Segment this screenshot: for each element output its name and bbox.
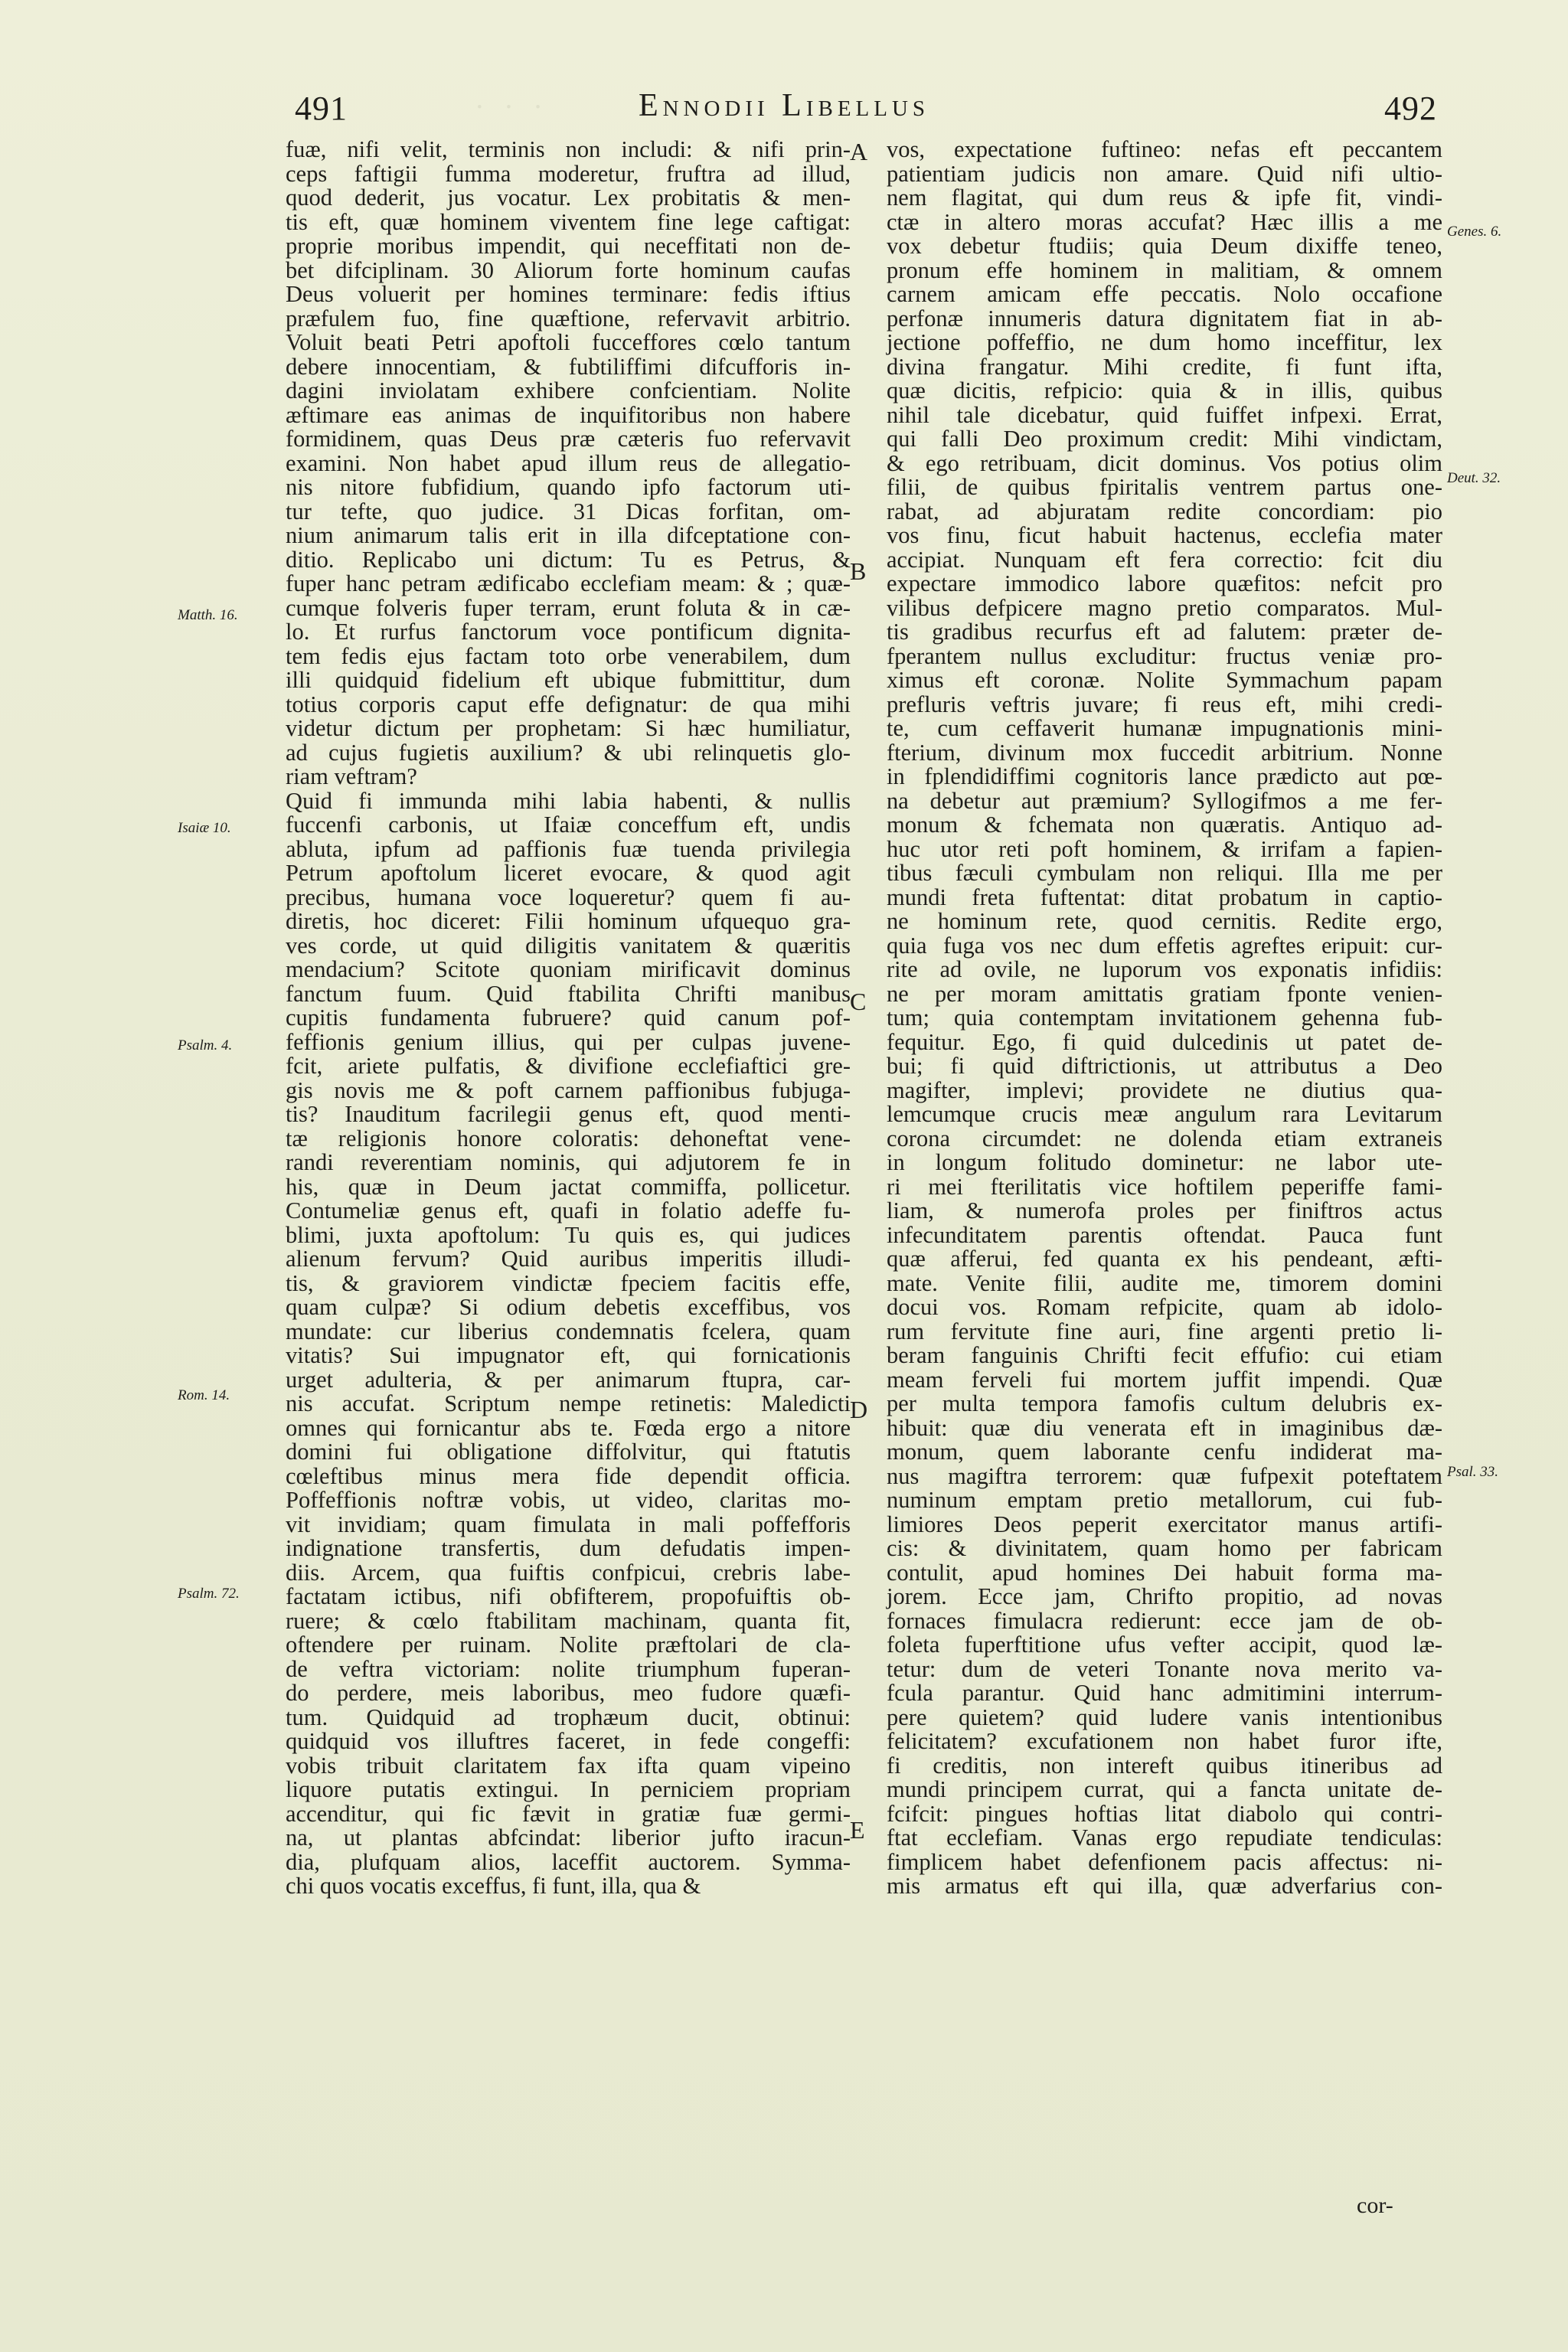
text-line: vox debetur ftudiis; quia Deum dixiffe teneo, — [887, 233, 1442, 259]
text-line: qui falli Deo proximum credit: Mihi vindictam, — [887, 426, 1442, 452]
text-line: te, cum ceffaverit humanæ impugnationis mini- — [887, 715, 1442, 741]
text-line: patientiam judicis non amare. Quid nifi ultio- — [887, 160, 1442, 187]
text-line: accenditur, qui fic fævit in gratiæ fuæ germi- — [286, 1800, 851, 1827]
text-line: feffionis genium illius, qui per culpas juvene- — [286, 1028, 851, 1055]
right-column — [887, 138, 1442, 1899]
text-line: diis. Arcem, qua fuiftis confpicui, crebris labe- — [286, 1559, 851, 1586]
section-letter: A — [850, 138, 868, 165]
text-line: tibus fæculi cymbulam non reliqui. Illa me per — [887, 860, 1442, 886]
text-line: docui vos. Romam refpicite, quam ab idolo- — [887, 1294, 1442, 1320]
text-line: totius corporis caput effe defignatur: de qua mihi — [286, 691, 851, 717]
running-header — [0, 86, 1568, 127]
text-line: ne hominum rete, quod cernitis. Redite ergo, — [887, 908, 1442, 934]
margin-reference: Psal. 33. — [1447, 1464, 1499, 1480]
margin-reference: Isaiæ 10. — [178, 820, 231, 836]
section-letter: C — [850, 988, 867, 1015]
text-line: lo. Et rurfus fanctorum voce pontificum dignita- — [286, 619, 851, 645]
text-line: nihil tale dicebatur, quid fuiffet infpexi. Errat, — [887, 401, 1442, 428]
section-letter: D — [850, 1396, 868, 1423]
text-line: tæ religionis honore coloratis: dehoneftat vene- — [286, 1125, 851, 1152]
text-line: quam culpæ? Si odium debetis exceffibus, vos — [286, 1294, 851, 1320]
text-line: fterium, divinum mox fuccedit arbitrium. Nonne — [887, 739, 1442, 766]
text-line: urget adulteria, & per animarum ftupra, car- — [286, 1366, 851, 1393]
text-line: tum. Quidquid ad trophæum ducit, obtinui: — [286, 1704, 851, 1730]
text-line: mate. Venite filii, audite me, timorem domini — [887, 1269, 1442, 1296]
text-line: fuæ, nifi velit, terminis non includi: & nifi prin- — [286, 136, 851, 162]
text-line: ruere; & cœlo ftabilitam machinam, quanta fit, — [286, 1607, 851, 1634]
text-line: ad cujus fugietis auxilium? & ubi relinquetis glo- — [286, 739, 851, 766]
text-line: fi creditis, non intereft quibus itineribus ad — [887, 1752, 1442, 1779]
text-line: in fplendidiffimi cognitoris lance prædicto aut pœ- — [887, 763, 1442, 789]
text-line: filii, de quibus fpiritalis ventrem partus one- — [887, 474, 1442, 500]
text-line: fuper hanc petram ædificabo ecclefiam meam: & ; quæ- — [286, 570, 851, 596]
text-line: tis, & graviorem vindictæ fpeciem facitis effe, — [286, 1269, 851, 1296]
text-line: vitatis? Sui impugnator eft, qui fornicationis — [286, 1342, 851, 1368]
text-line: perfonæ innumeris datura dignitatem fiat in ab- — [887, 305, 1442, 332]
text-line: prefluris veftris juvare; fi reus eft, mihi credi- — [887, 691, 1442, 717]
text-line: Poffeffionis noftræ vobis, ut video, claritas mo- — [286, 1487, 851, 1513]
text-line: liam, & numerofa proles per finiftros actus — [887, 1197, 1442, 1223]
text-line: carnem amicam effe peccatis. Nolo occafione — [887, 281, 1442, 307]
text-line: huc utor reti poft hominem, & irrifam a fapien- — [887, 835, 1442, 862]
text-line: riam veftram? — [286, 763, 417, 789]
text-line: proprie moribus impendit, qui neceffitati non de- — [286, 233, 851, 259]
text-line: ne per moram amittatis gratiam fponte venien- — [887, 980, 1442, 1007]
text-line: examini. Non habet apud illum reus de allegatio- — [286, 449, 851, 476]
text-line: chi quos vocatis exceffus, fi funt, illa, qua & — [286, 1873, 701, 1899]
text-line: corona circumdet: ne dolenda etiam extraneis — [887, 1125, 1442, 1152]
text-line: accipiat. Nunquam eft fera correctio: fcit diu — [887, 546, 1442, 573]
text-line: jectione poffeffio, ne dum homo inceffitur, lex — [887, 329, 1442, 355]
text-line: fcit, ariete pulfatis, & divifione ecclefiaftici gre- — [286, 1053, 851, 1079]
text-line: abluta, ipfum ad paffionis fuæ tuenda privilegia — [286, 835, 851, 862]
text-line: liquore putatis extingui. In perniciem propriam — [286, 1776, 851, 1802]
text-line: his, quæ in Deum jactat commiffa, pollicetur. — [286, 1173, 851, 1200]
text-line: expectare immodico labore quæfitos: nefcit pro — [887, 570, 1442, 596]
text-line: bet difciplinam. 30 Aliorum forte hominum caufas — [286, 256, 851, 283]
text-line: mundi principem currat, qui a fancta unitate de- — [887, 1776, 1442, 1802]
text-line: magifter, implevi; providete ne diutius qua- — [887, 1076, 1442, 1103]
text-line: ri mei fterilitatis vice hoftilem peperiffe fami- — [887, 1173, 1442, 1200]
text-line: mendacium? Scitote quoniam mirificavit dominus — [286, 956, 851, 982]
text-line: præfulem fuo, fine quæftione, refervavit arbitrio. — [286, 305, 851, 332]
text-line: bui; fi quid diftrictionis, ut attributus a Deo — [887, 1053, 1442, 1079]
text-line: nis nitore fubfidium, quando ipfo factorum uti- — [286, 474, 851, 500]
text-line: na, ut plantas abfcindat: liberior jufto iracun- — [286, 1824, 851, 1851]
text-line: quia fuga vos nec dum effetis agreftes eripuit: cur- — [887, 932, 1442, 959]
text-line: tum; quia contemptam invitationem gehenna fub- — [887, 1004, 1442, 1031]
text-line: fperantem nullus excluditur: fructus veniæ pro- — [887, 642, 1442, 669]
text-line: alienum fervum? Quid auribus imperitis illudi- — [286, 1246, 851, 1272]
text-line: fuccenfi carbonis, ut Ifaiæ conceffum eft, undis — [286, 812, 851, 838]
text-line: fornaces fimulacra redierunt: ecce jam de ob- — [887, 1607, 1442, 1634]
text-line: fequitur. Ego, fi quid dulcedinis ut patet de- — [887, 1028, 1442, 1055]
text-line: ftat ecclefiam. Vanas ergo repudiate tendiculas: — [887, 1824, 1442, 1851]
text-line: mis armatus eft qui illa, quæ adverfarius con- — [887, 1873, 1442, 1899]
text-line: ceps faftigii fumma moderetur, fruftra ad illud, — [286, 160, 851, 187]
section-letter: E — [850, 1816, 865, 1844]
text-line: Voluit beati Petri apoftoli fucceffores cœlo tantum — [286, 329, 851, 355]
text-line: gis novis me & poft carnem paffionibus fubjuga- — [286, 1076, 851, 1103]
text-line: beram fanguinis Chrifti fecit effufio: cui etiam — [887, 1342, 1442, 1368]
left-column — [286, 138, 851, 1899]
text-line: nis accufat. Scriptum nempe retinetis: Maledicti — [286, 1390, 851, 1416]
text-line: quæ afferui, fed quanta ex his pendeant, æfti- — [887, 1246, 1442, 1272]
text-line: vit invidiam; quam fimulata in mali poffefforis — [286, 1511, 851, 1537]
text-line: monum, quem laborante cenfu indiderat ma- — [887, 1439, 1442, 1465]
text-line: quæ dicitis, refpicio: quia & in illis, quibus — [887, 377, 1442, 403]
text-line: tis eft, quæ hominem viventem fine lege caftigat: — [286, 208, 851, 235]
section-letter: B — [850, 557, 867, 585]
text-line: factatam ictibus, nifi obfifterem, propofuiftis ob- — [286, 1583, 851, 1609]
text-line: precibus, humana voce loqueretur? quem fi au- — [286, 884, 851, 910]
text-line: omnes qui fornicantur abs te. Fœda ergo a nitore — [286, 1414, 851, 1441]
text-line: tem fedis ejus factam toto orbe venerabilem, dum — [286, 642, 851, 669]
margin-reference: Psalm. 72. — [178, 1586, 240, 1602]
text-line: fcifcit: pingues hoftias litat diabolo qui contri- — [887, 1800, 1442, 1827]
text-line: rabat, ad abjuratam redite concordiam: pio — [887, 498, 1442, 524]
text-line: nium animarum talis erit in illa difceptatione con- — [286, 522, 851, 548]
text-line: æftimare eas animas de inquifitoribus non habere — [286, 401, 851, 428]
margin-reference: Rom. 14. — [178, 1387, 230, 1403]
text-line: indignatione transfertis, dum defudatis impen- — [286, 1535, 851, 1561]
text-line: monum & fchemata non quæratis. Antiquo ad- — [887, 812, 1442, 838]
text-line: videtur dictum per prophetam: Si hæc humiliatur, — [286, 715, 851, 741]
text-line: quod dederit, jus vocatur. Lex probitatis & men- — [286, 185, 851, 211]
text-line: cis: & divinitatem, quam homo per fabricam — [887, 1535, 1442, 1561]
text-line: domini fui obligatione diffolvitur, qui ftatutis — [286, 1439, 851, 1465]
text-line: Contumeliæ genus eft, quafi in folatio adeffe fu- — [286, 1197, 851, 1223]
text-line: nus magiftra terrorem: quæ fufpexit poteftatem — [887, 1462, 1442, 1489]
text-line: fcula parantur. Quid hanc admitimini interrum- — [887, 1680, 1442, 1706]
margin-reference: Matth. 16. — [178, 607, 238, 623]
text-line: tur tefte, quo judice. 31 Dicas forfitan, om- — [286, 498, 851, 524]
text-line: tis? Inauditum facrilegii genus eft, quod menti- — [286, 1101, 851, 1127]
margin-reference: Deut. 32. — [1447, 470, 1501, 486]
text-line: ximus eft coronæ. Nolite Symmachum papam — [887, 667, 1442, 693]
text-line: rum fervitute fine auri, fine argenti pretio li- — [887, 1318, 1442, 1344]
margin-reference: Psalm. 4. — [178, 1037, 233, 1054]
running-title: Ennodii Libellus — [638, 88, 930, 123]
text-line: cœleftibus minus mera fide dependit officia. — [286, 1462, 851, 1489]
text-line: debere innocentiam, & fubtiliffimi difcufforis in- — [286, 353, 851, 380]
margin-reference: Genes. 6. — [1447, 224, 1502, 240]
text-line: pere quietem? quid ludere vanis intentionibus — [887, 1704, 1442, 1730]
text-line: illi quidquid fidelium eft ubique fubmittitur, dum — [286, 667, 851, 693]
text-line: & ego retribuam, dicit dominus. Vos potius olim — [887, 449, 1442, 476]
text-line: ditio. Replicabo uni dictum: Tu es Petrus, & — [286, 546, 851, 573]
page-number-right: 492 — [1384, 90, 1437, 127]
text-line: vos, expectatione fuftineo: nefas eft peccantem — [887, 136, 1442, 162]
text-line: Petrum apoftolum liceret evocare, & quod agit — [286, 860, 851, 886]
bleed-through-text: · · · — [475, 91, 549, 123]
text-line: de veftra victoriam: nolite triumphum fuperan- — [286, 1655, 851, 1682]
text-line: cupitis fundamenta fubruere? quid canum pof- — [286, 1004, 851, 1031]
text-line: pronum effe hominem in malitiam, & omnem — [887, 256, 1442, 283]
text-line: mundi freta fuftentat: ditat probatum in captio- — [887, 884, 1442, 910]
text-line: limiores Deos peperit exercitator manus artifi- — [887, 1511, 1442, 1537]
text-line: dia, plufquam alios, laceffit auctorem. Symma- — [286, 1848, 851, 1875]
text-line: formidinem, quas Deus præ cæteris fuo refervavit — [286, 426, 851, 452]
text-line: dagini inviolatam exhibere confcientiam. Nolite — [286, 377, 851, 403]
text-line: per multa tempora famofis cultum delubris ex- — [887, 1390, 1442, 1416]
text-line: cumque folveris fuper terram, erunt foluta & in cæ- — [286, 594, 851, 621]
text-line: jorem. Ecce jam, Chrifto propitio, ad novas — [887, 1583, 1442, 1609]
text-line: Quid fi immunda mihi labia habenti, & nullis — [286, 787, 851, 814]
text-line: Deus voluerit per homines terminare: fedis iftius — [286, 281, 851, 307]
text-line: foleta fuperftitione ufus vefter accipit, quod læ- — [887, 1632, 1442, 1658]
text-line: diretis, hoc diceret: Filii hominum ufquequo gra- — [286, 908, 851, 934]
text-line: in longum folitudo dominetur: ne labor ute- — [887, 1149, 1442, 1175]
text-line: fimplicem habet defenfionem pacis affectus: ni- — [887, 1848, 1442, 1875]
text-line: vos finu, ficut habuit hactenus, ecclefia mater — [887, 522, 1442, 548]
text-line: blimi, juxta apoftolum: Tu quis es, qui judices — [286, 1221, 851, 1248]
text-line: ctæ in altero moras accufat? Hæc illis a me — [887, 208, 1442, 235]
text-line: felicitatem? excufationem non habet furor ifte, — [887, 1728, 1442, 1754]
text-line: vobis tribuit claritatem fax ifta quam vipeino — [286, 1752, 851, 1779]
text-line: do perdere, meis laboribus, meo fudore quæfi- — [286, 1680, 851, 1706]
text-line: contulit, apud homines Dei habuit forma ma- — [887, 1559, 1442, 1586]
text-line: tetur: dum de veteri Tonante nova merito va- — [887, 1655, 1442, 1682]
page-number-left: 491 — [295, 90, 348, 127]
text-line: divina frangatur. Mihi credite, fi funt ifta, — [887, 353, 1442, 380]
text-line: nem flagitat, qui dum reus & ipfe fit, vindi- — [887, 185, 1442, 211]
text-line: oftendere per ruinam. Nolite præftolari de cla- — [286, 1632, 851, 1658]
text-line: mundate: cur liberius condemnatis fcelera, quam — [286, 1318, 851, 1344]
text-line: rite ad ovile, ne luporum vos exponatis infidiis: — [887, 956, 1442, 982]
text-line: quidquid vos illuftres faceret, in fede congeffi: — [286, 1728, 851, 1754]
text-line: infecunditatem parentis oftendat. Pauca funt — [887, 1221, 1442, 1248]
text-line: fanctum fuum. Quid ftabilita Chrifti manibus — [286, 980, 851, 1007]
text-line: meam ferveli fui mortem juffit impendi. Quæ — [887, 1366, 1442, 1393]
text-line: numinum emptam pretio metallorum, cui fub- — [887, 1487, 1442, 1513]
text-line: vilibus defpicere magno pretio comparatos. Mul- — [887, 594, 1442, 621]
catchword: cor- — [1357, 2193, 1393, 2218]
text-line: randi reverentiam nominis, qui adjutorem fe in — [286, 1149, 851, 1175]
text-line: hibuit: quæ diu venerata eft in imaginibus dæ- — [887, 1414, 1442, 1441]
text-line: tis gradibus recurfus eft ad falutem: præter de- — [887, 619, 1442, 645]
text-line: ves corde, ut quid diligitis vanitatem & quæritis — [286, 932, 851, 959]
text-line: na debetur aut præmium? Syllogifmos a me fer- — [887, 787, 1442, 814]
text-line: lemcumque crucis meæ angulum rara Levitarum — [887, 1101, 1442, 1127]
